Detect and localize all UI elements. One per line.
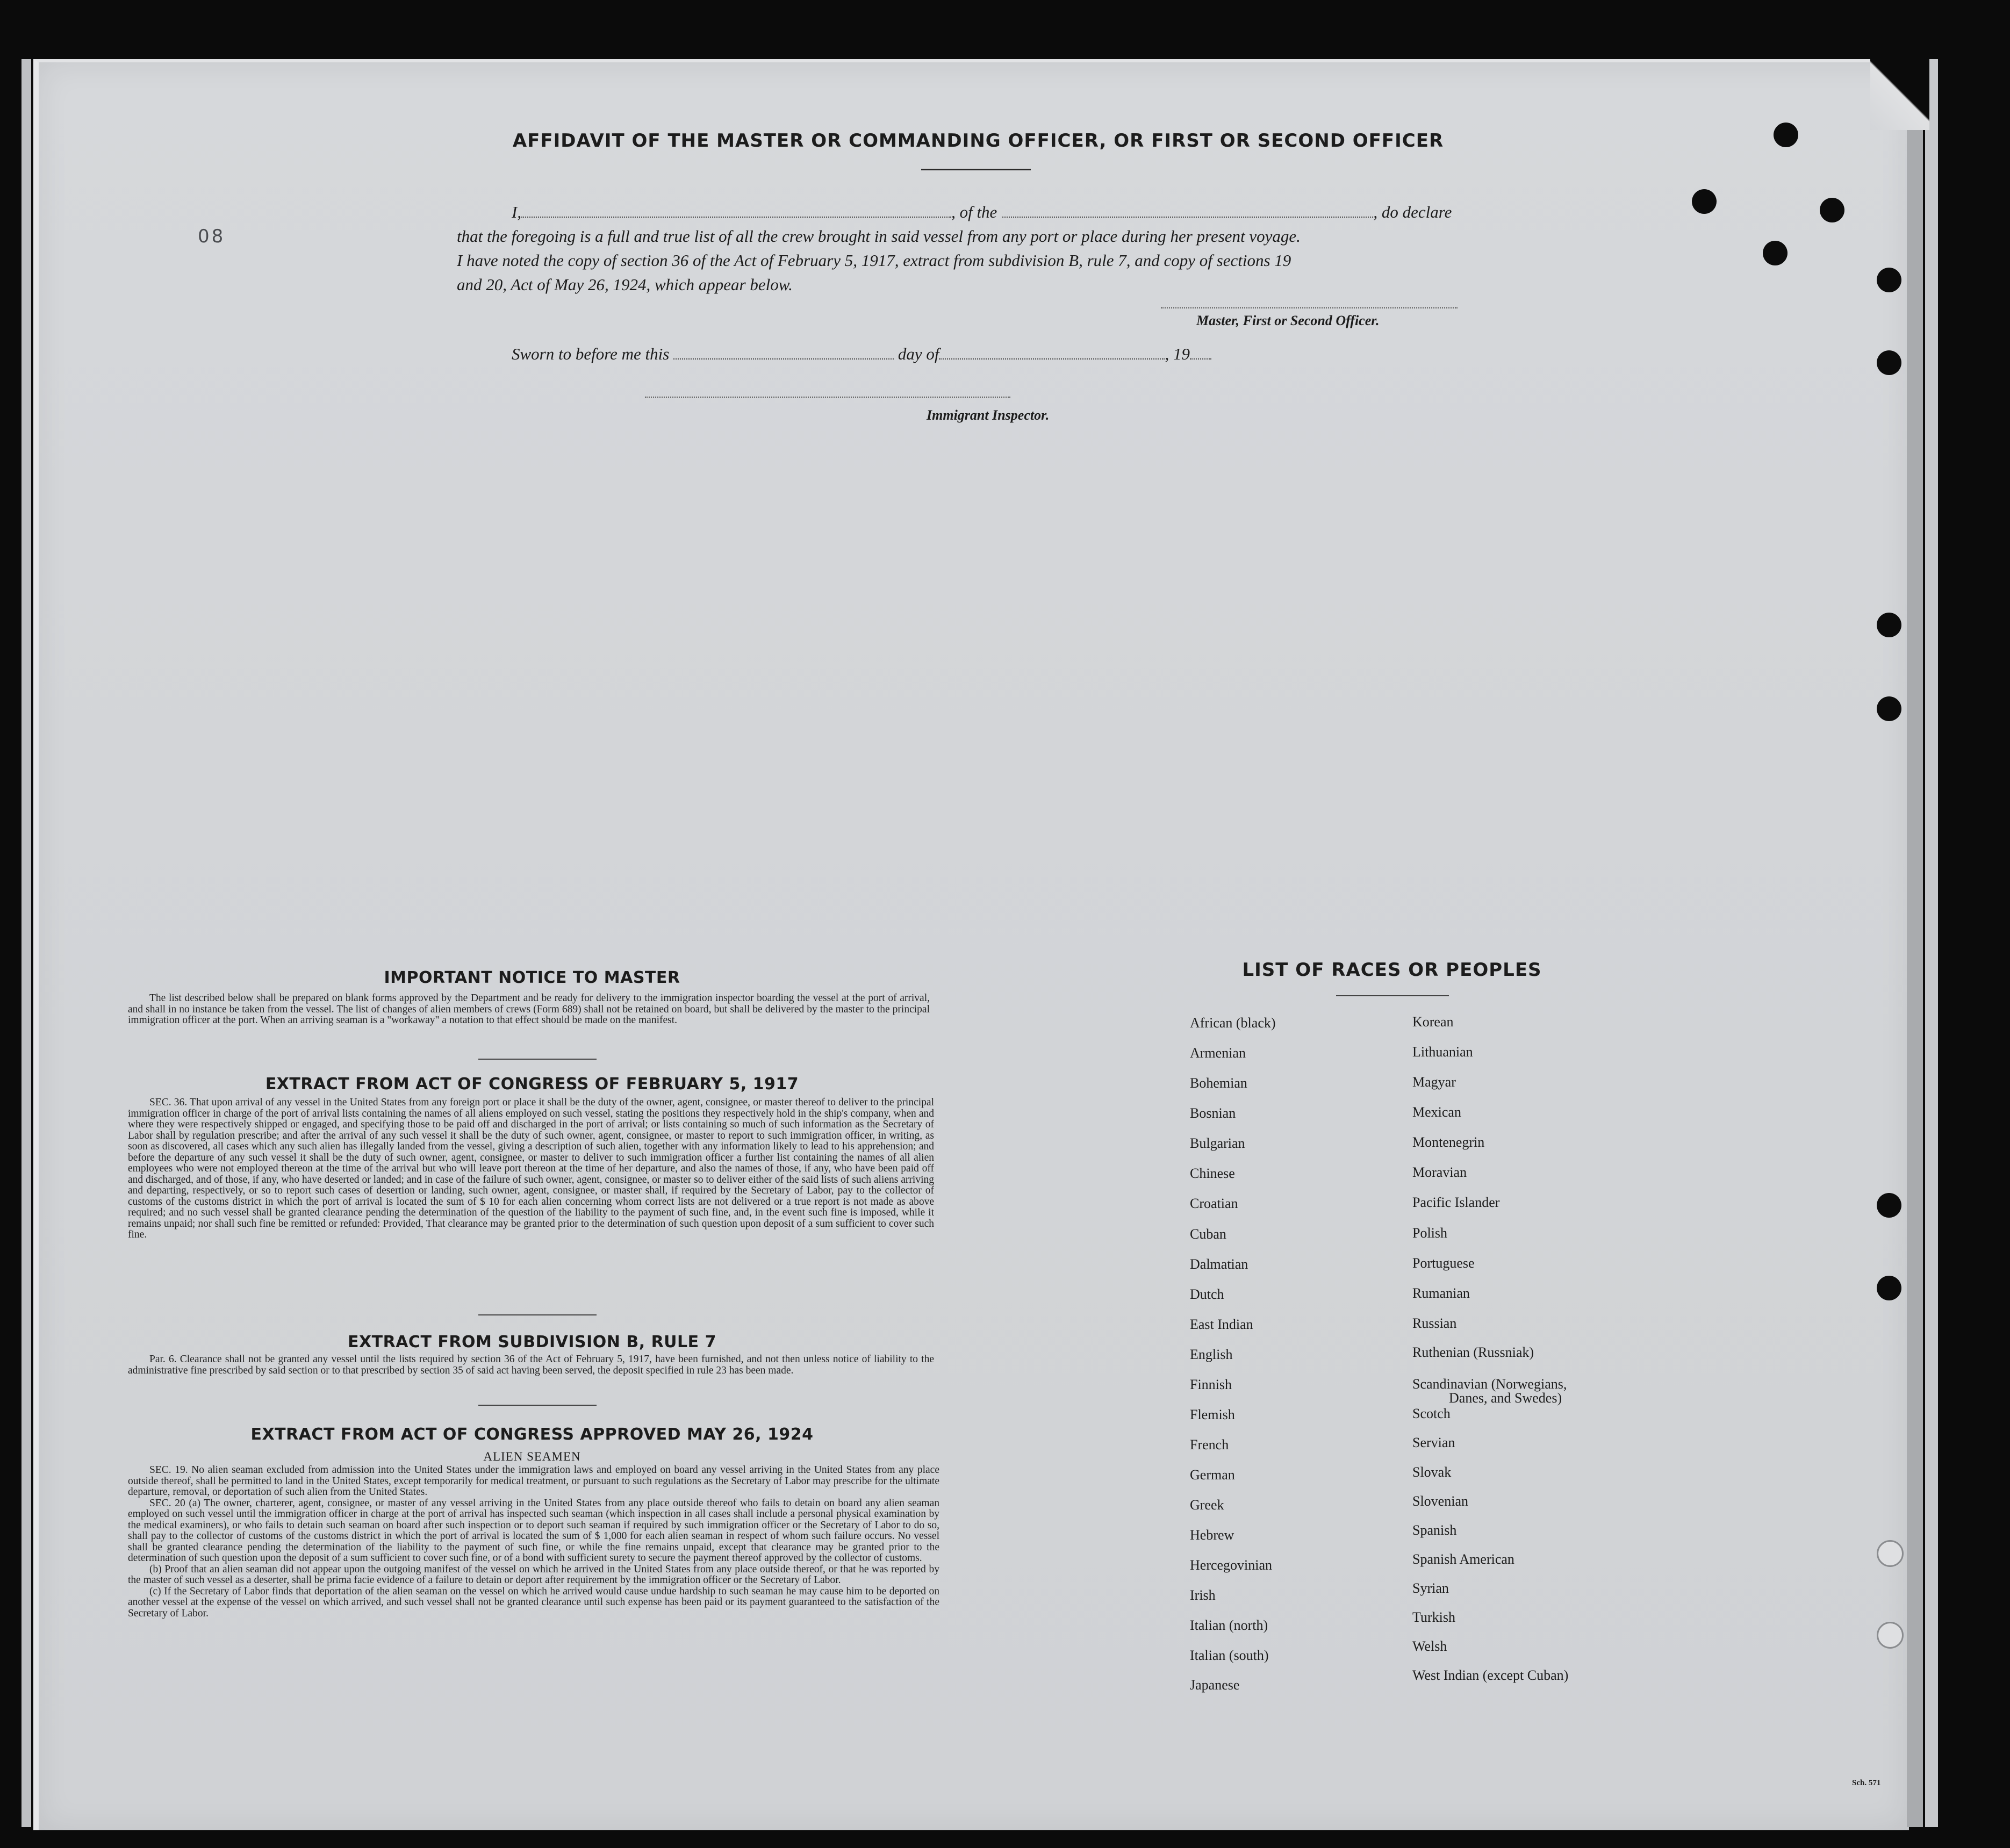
- race-item: Portuguese: [1412, 1255, 1475, 1271]
- race-item: Bohemian: [1190, 1075, 1247, 1091]
- race-item: Scotch: [1412, 1406, 1451, 1421]
- folded-corner: [1870, 55, 1929, 130]
- extract-rule7-text: [128, 1354, 934, 1376]
- notice-paragraph: The list described below shall be prepared on blank forms approved by the Department and be ready for delivery to the immigration inspector boarding the vessel at the port of arrival, and shall in no instance be taken from the vessel. The list of changes of alien members of crews (Form 689) shall not be retained on board, but shall be delivered by the master to the principal immigration officer at the port. When an arriving seaman is a "workaway" a notation to that effect should be made on the manifest.: [128, 993, 930, 1026]
- race-item: Hebrew: [1190, 1527, 1234, 1543]
- sworn-day-of: day of: [898, 344, 939, 363]
- races-title: LIST OF RACES OR PEOPLES: [1242, 959, 1542, 981]
- binder-hole: [1820, 198, 1844, 222]
- race-item: Lithuanian: [1412, 1044, 1473, 1060]
- race-item: Pacific Islander: [1412, 1195, 1500, 1210]
- race-item: Welsh: [1412, 1638, 1447, 1654]
- race-item: Italian (south): [1190, 1648, 1269, 1663]
- race-item: Chinese: [1190, 1166, 1235, 1181]
- affidavit-line-3: I have noted the copy of section 36 of the Act of February 5, 1917, extract from subdivision B, rule 7, and copy of sections 19: [457, 251, 1291, 270]
- race-item: Moravian: [1412, 1164, 1467, 1180]
- notice-text: [128, 993, 930, 1026]
- binder-hole: [1877, 350, 1901, 375]
- binder-hole: [1763, 241, 1788, 265]
- race-item: Hercegovinian: [1190, 1557, 1273, 1573]
- race-item: Danes, and Swedes): [1449, 1390, 1562, 1406]
- reinforcement-ring: [1877, 1540, 1904, 1567]
- affidavit-of-the: , of the: [951, 203, 997, 221]
- page-edge-right-outer: [1925, 59, 1938, 1827]
- race-item: East Indian: [1190, 1317, 1253, 1332]
- race-item: Polish: [1412, 1225, 1448, 1241]
- race-item: Irish: [1190, 1587, 1216, 1603]
- race-item: Servian: [1412, 1435, 1455, 1450]
- extract-1917-text: [128, 1097, 934, 1241]
- race-item: Korean: [1412, 1014, 1454, 1030]
- race-item: Magyar: [1412, 1074, 1456, 1090]
- race-item: Finnish: [1190, 1377, 1232, 1392]
- race-item: Armenian: [1190, 1045, 1246, 1061]
- races-right-column: [1412, 1015, 1713, 1692]
- race-item: Spanish American: [1412, 1551, 1514, 1567]
- race-item: Turkish: [1412, 1609, 1455, 1625]
- race-item: West Indian (except Cuban): [1412, 1667, 1569, 1683]
- sworn-prefix: Sworn to before me this: [512, 344, 670, 363]
- race-item: Ruthenian (Russniak): [1412, 1344, 1534, 1360]
- sworn-year: , 19: [1165, 344, 1190, 363]
- race-item: Scandinavian (Norwegians,: [1412, 1376, 1567, 1392]
- binder-hole: [1692, 189, 1717, 214]
- race-item: Slovenian: [1412, 1493, 1468, 1509]
- race-item: Croatian: [1190, 1196, 1238, 1211]
- extract-rule7-title: EXTRACT FROM SUBDIVISION B, RULE 7: [348, 1333, 716, 1351]
- race-item: Bosnian: [1190, 1105, 1236, 1121]
- page-edge-right: [1907, 59, 1923, 1827]
- affidavit-title: AFFIDAVIT OF THE MASTER OR COMMANDING OFFICER, OR FIRST OR SECOND OFFICER: [512, 130, 1444, 152]
- binder-hole: [1877, 1193, 1901, 1218]
- sec20b-paragraph: (b) Proof that an alien seaman did not appear upon the outgoing manifest of the vessel on which he arrived in the United States from any place outside thereof, or that he was reported by the master of such vessel as a deserter, shall be prima facie evidence of a failure to detain or deport after requirement by the immigration officer or the Secretary of Labor.: [128, 1563, 939, 1586]
- race-item: Bulgarian: [1190, 1135, 1245, 1151]
- reinforcement-ring: [1877, 1622, 1904, 1649]
- extract-1917-paragraph: SEC. 36. That upon arrival of any vessel in the United States from any foreign port or place it shall be the duty of the owner, agent, consignee, or master thereof to deliver to the principal immigration officer in charge of the port of arrival lists containing the names of all aliens employed on such vessel, stating the positions they respectively hold in the ship's company, when and where they were respectively shipped or engaged, and specifying those to be paid off and discharged in the port of arrival; or lists containing so much of such information as the Secretary of Labor shall by regulation prescribe; and after the arrival of any such vessel it shall be the duty of such owner, agent, consignee, or master to report to such immigration officer, in writing, as soon as discovered, all cases which any such alien has illegally landed from the vessel, giving a description of such alien, together with any information likely to lead to his apprehension; and before the departure of any such vessel it shall be the duty of such owner, agent, consignee, or master to deliver to such immigration officer a further list containing the names of all alien employees who were not employed thereon at the time of the arrival but who will leave port thereon at the time of her departure, and also the names of those, if any, who have been paid off and discharged, and of those, if any, who have deserted or landed; and in case of the failure of such owner, agent, consignee, or master so to deliver either of the said lists of such aliens arriving and departing, respectively, or so to report such cases of desertion or landing, such owner, agent, consignee, or master shall, if required by the Secretary of Labor, pay to the collector of customs of the customs district in which the port of arrival is located the sum of $ 10 for each alien concerning whom correct lists are not delivered or a true report is not made as above required; and no such vessel shall be granted clearance pending the determination of the question of the liability to the payment of such fine, and, in the event such fine is imposed, while it remains unpaid; nor shall such fine be remitted or refunded: Provided, That clearance may be granted prior to the determination of such question upon deposit of a sum sufficient to cover such fine.: [128, 1097, 934, 1240]
- race-item: Cuban: [1190, 1226, 1226, 1242]
- page-edge-left: [21, 59, 31, 1827]
- affidavit-declare: , do declare: [1373, 203, 1452, 221]
- extract-1924-title: EXTRACT FROM ACT OF CONGRESS APPROVED MAY 26, 1924: [250, 1425, 814, 1444]
- binder-hole: [1877, 268, 1901, 292]
- race-item: French: [1190, 1437, 1229, 1452]
- race-item: Spanish: [1412, 1522, 1457, 1538]
- race-item: Mexican: [1412, 1104, 1461, 1120]
- extract-1917-title: EXTRACT FROM ACT OF CONGRESS OF FEBRUARY 5, 1917: [265, 1075, 799, 1094]
- extract-rule7-paragraph: Par. 6. Clearance shall not be granted any vessel until the lists required by section 36 of the Act of February 5, 1917, have been furnished, and not then unless notice of liability to the administrative fine prescribed by said section or to that prescribed by section 35 of said act having been served, the deposit specified in rule 23 has been made.: [128, 1354, 934, 1376]
- sec20c-paragraph: (c) If the Secretary of Labor finds that deportation of the alien seaman on the vessel on which he arrived would cause undue hardship to such seaman he may cause him to be deported on another vessel at the expense of the vessel on which arrived, and such vessel shall not be granted clearance until such expense has been paid or its payment guaranteed to the satisfaction of the Secretary of Labor.: [128, 1585, 939, 1619]
- affidavit-line-4: and 20, Act of May 26, 1924, which appear below.: [457, 275, 793, 294]
- sworn-line: [512, 342, 1318, 366]
- divider: [478, 1405, 597, 1406]
- sec20a-paragraph: SEC. 20 (a) The owner, charterer, agent, consignee, or master of any vessel arriving in the United States from any place outside thereof who fails to detain on board any alien seaman employed on such vessel until the immigration officer in charge at the port of arrival has inspected such seaman (which inspection in all cases shall include a personal physical examination by the medical examiners), or who fails to detain such seaman on board after such inspection or to deport such seaman if required by such immigration officer or the Secretary of Labor to do so, shall pay to the collector of customs of the customs district in which the port of arrival is located the sum of $ 1,000 for each alien seaman in respect of whom such failure occurs. No vessel shall be granted clearance pending the determination of the liability to the payment of such fine, or while the fine remains unpaid, except that clearance may be granted prior to the determination of such question upon the deposit of a sum sufficient to cover such fine, or of a bond with sufficient surety to secure the payment thereof approved by the collector of customs.: [128, 1497, 939, 1564]
- race-item: German: [1190, 1467, 1235, 1483]
- name-blank: [521, 203, 951, 218]
- race-item: Japanese: [1190, 1677, 1240, 1693]
- sworn-year-blank: [1190, 344, 1211, 359]
- divider: [478, 1059, 597, 1060]
- race-item: Flemish: [1190, 1407, 1235, 1422]
- race-item: Rumanian: [1412, 1285, 1470, 1301]
- sworn-month-blank: [939, 344, 1165, 359]
- schedule-number: Sch. 571: [1852, 1779, 1881, 1787]
- sworn-day-blank: [673, 344, 894, 359]
- race-item: Dalmatian: [1190, 1256, 1248, 1272]
- race-item: Greek: [1190, 1497, 1224, 1513]
- affidavit-i: I,: [512, 203, 522, 221]
- race-item: Montenegrin: [1412, 1134, 1485, 1150]
- race-item: Syrian: [1412, 1580, 1449, 1596]
- vessel-blank: [1002, 203, 1373, 218]
- inspector-signature-line: [645, 397, 1010, 398]
- master-signature-caption: Master, First or Second Officer.: [1196, 313, 1380, 328]
- binder-hole: [1877, 613, 1901, 637]
- divider: [478, 1314, 597, 1315]
- races-title-underline: [1336, 995, 1449, 996]
- master-signature-line: [1161, 307, 1458, 308]
- binder-hole: [1877, 696, 1901, 721]
- affidavit-line-1: [512, 200, 1495, 224]
- extract-1924-subtitle: ALIEN SEAMEN: [483, 1450, 581, 1463]
- binder-hole: [1877, 1276, 1901, 1300]
- sec19-paragraph: SEC. 19. No alien seaman excluded from admission into the United States under the immigration laws and employed on board any vessel arriving in the United States from any place outside thereof, shall be permitted to land in the United States, except temporarily for medical treatment, or pursuant to such regulations as the Secretary of Labor may prescribe for the ultimate departure, removal, or deportation of such alien from the United States.: [128, 1464, 939, 1498]
- race-item: Russian: [1412, 1315, 1457, 1331]
- extract-1924-text: [128, 1465, 939, 1619]
- title-underline: [921, 169, 1031, 170]
- races-left-column: [1190, 1016, 1394, 1693]
- inspector-caption: Immigrant Inspector.: [927, 407, 1050, 423]
- race-item: Dutch: [1190, 1286, 1224, 1302]
- race-item: African (black): [1190, 1015, 1276, 1031]
- affidavit-line-2: that the foregoing is a full and true list of all the crew brought in said vessel from any port or place during her present voyage.: [457, 227, 1301, 246]
- notice-title: IMPORTANT NOTICE TO MASTER: [384, 968, 680, 987]
- race-item: English: [1190, 1347, 1233, 1362]
- margin-stamp: 08: [198, 226, 226, 247]
- race-item: Slovak: [1412, 1464, 1452, 1480]
- binder-hole: [1774, 123, 1798, 147]
- race-item: Italian (north): [1190, 1617, 1268, 1633]
